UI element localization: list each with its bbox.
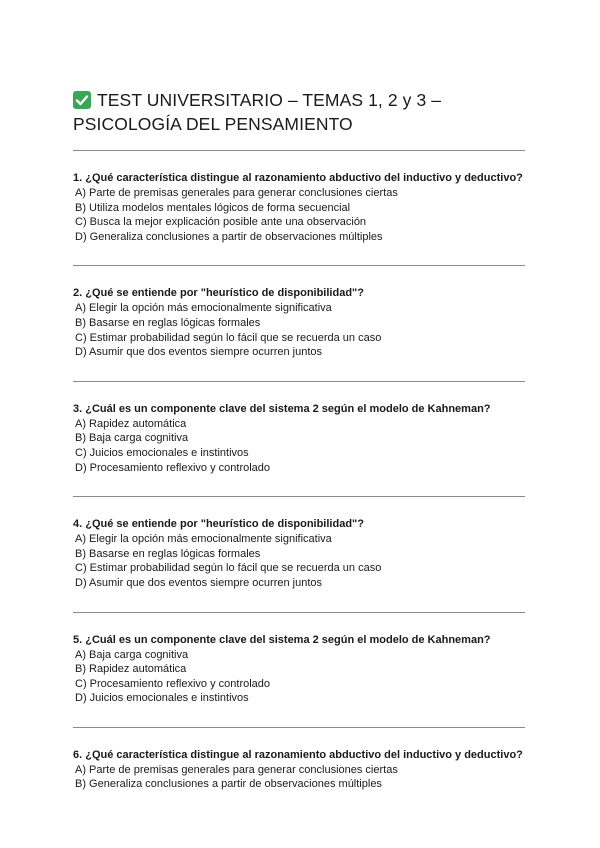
answer-option: C) Procesamiento reflexivo y controlado bbox=[75, 677, 271, 690]
question-title: 2. ¿Qué se entiende por "heurístico de disponibilidad"? bbox=[73, 287, 364, 300]
question-block bbox=[73, 517, 525, 612]
title-text-1: TEST UNIVERSITARIO – TEMAS 1, 2 y 3 – bbox=[97, 90, 442, 110]
answer-option: A) Elegir la opción más emocionalmente significativa bbox=[75, 302, 332, 315]
answer-option: C) Busca la mejor explicación posible ante una observación bbox=[75, 216, 367, 229]
answer-option: D) Procesamiento reflexivo y controlado bbox=[75, 461, 271, 474]
document-page bbox=[73, 88, 525, 792]
divider bbox=[73, 727, 525, 728]
question-block bbox=[73, 171, 525, 266]
answer-option: C) Estimar probabilidad según lo fácil que se recuerda un caso bbox=[75, 562, 382, 575]
answer-option: B) Generaliza conclusiones a partir de observaciones múltiples bbox=[75, 778, 382, 791]
divider bbox=[73, 381, 525, 382]
answer-option: D) Asumir que dos eventos siempre ocurren juntos bbox=[75, 576, 323, 589]
answer-option: C) Juicios emocionales e instintivos bbox=[75, 446, 249, 459]
question-title: 1. ¿Qué característica distingue al razonamiento abductivo del inductivo y deductivo? bbox=[73, 172, 523, 184]
answer-option: A) Parte de premisas generales para generar conclusiones ciertas bbox=[75, 187, 398, 199]
answer-option: B) Basarse en reglas lógicas formales bbox=[75, 316, 261, 329]
divider bbox=[73, 150, 525, 151]
check-mark-icon bbox=[73, 91, 91, 109]
question-title: 6. ¿Qué característica distingue al razonamiento abductivo del inductivo y deductivo? bbox=[73, 748, 523, 761]
question-block bbox=[73, 633, 525, 728]
question-list bbox=[73, 171, 525, 792]
question-block bbox=[73, 402, 525, 497]
answer-option: D) Asumir que dos eventos siempre ocurren juntos bbox=[75, 346, 323, 359]
answer-option: B) Basarse en reglas lógicas formales bbox=[75, 547, 261, 560]
question-block bbox=[73, 748, 525, 792]
answer-option: A) Rapidez automática bbox=[75, 417, 187, 430]
divider bbox=[73, 265, 525, 266]
title-line-1 bbox=[73, 88, 525, 112]
divider bbox=[73, 612, 525, 613]
divider bbox=[73, 496, 525, 497]
answer-option: B) Utiliza modelos mentales lógicos de forma secuencial bbox=[75, 201, 351, 214]
title-line-2: PSICOLOGÍA DEL PENSAMIENTO bbox=[73, 114, 353, 134]
question-title: 3. ¿Cuál es un componente clave del sistema 2 según el modelo de Kahneman? bbox=[73, 402, 491, 415]
question-block bbox=[73, 286, 525, 381]
answer-option: B) Rapidez automática bbox=[75, 663, 187, 676]
answer-option: A) Baja carga cognitiva bbox=[75, 648, 189, 661]
answer-option: D) Generaliza conclusiones a partir de observaciones múltiples bbox=[75, 230, 383, 243]
question-title: 5. ¿Cuál es un componente clave del sistema 2 según el modelo de Kahneman? bbox=[73, 633, 491, 646]
answer-option: B) Baja carga cognitiva bbox=[75, 432, 189, 445]
answer-option: A) Parte de premisas generales para generar conclusiones ciertas bbox=[75, 763, 398, 776]
answer-option: C) Estimar probabilidad según lo fácil que se recuerda un caso bbox=[75, 331, 382, 344]
page-title bbox=[73, 88, 525, 136]
question-title: 4. ¿Qué se entiende por "heurístico de disponibilidad"? bbox=[73, 518, 364, 531]
answer-option: D) Juicios emocionales e instintivos bbox=[75, 692, 249, 705]
answer-option: A) Elegir la opción más emocionalmente significativa bbox=[75, 533, 332, 546]
